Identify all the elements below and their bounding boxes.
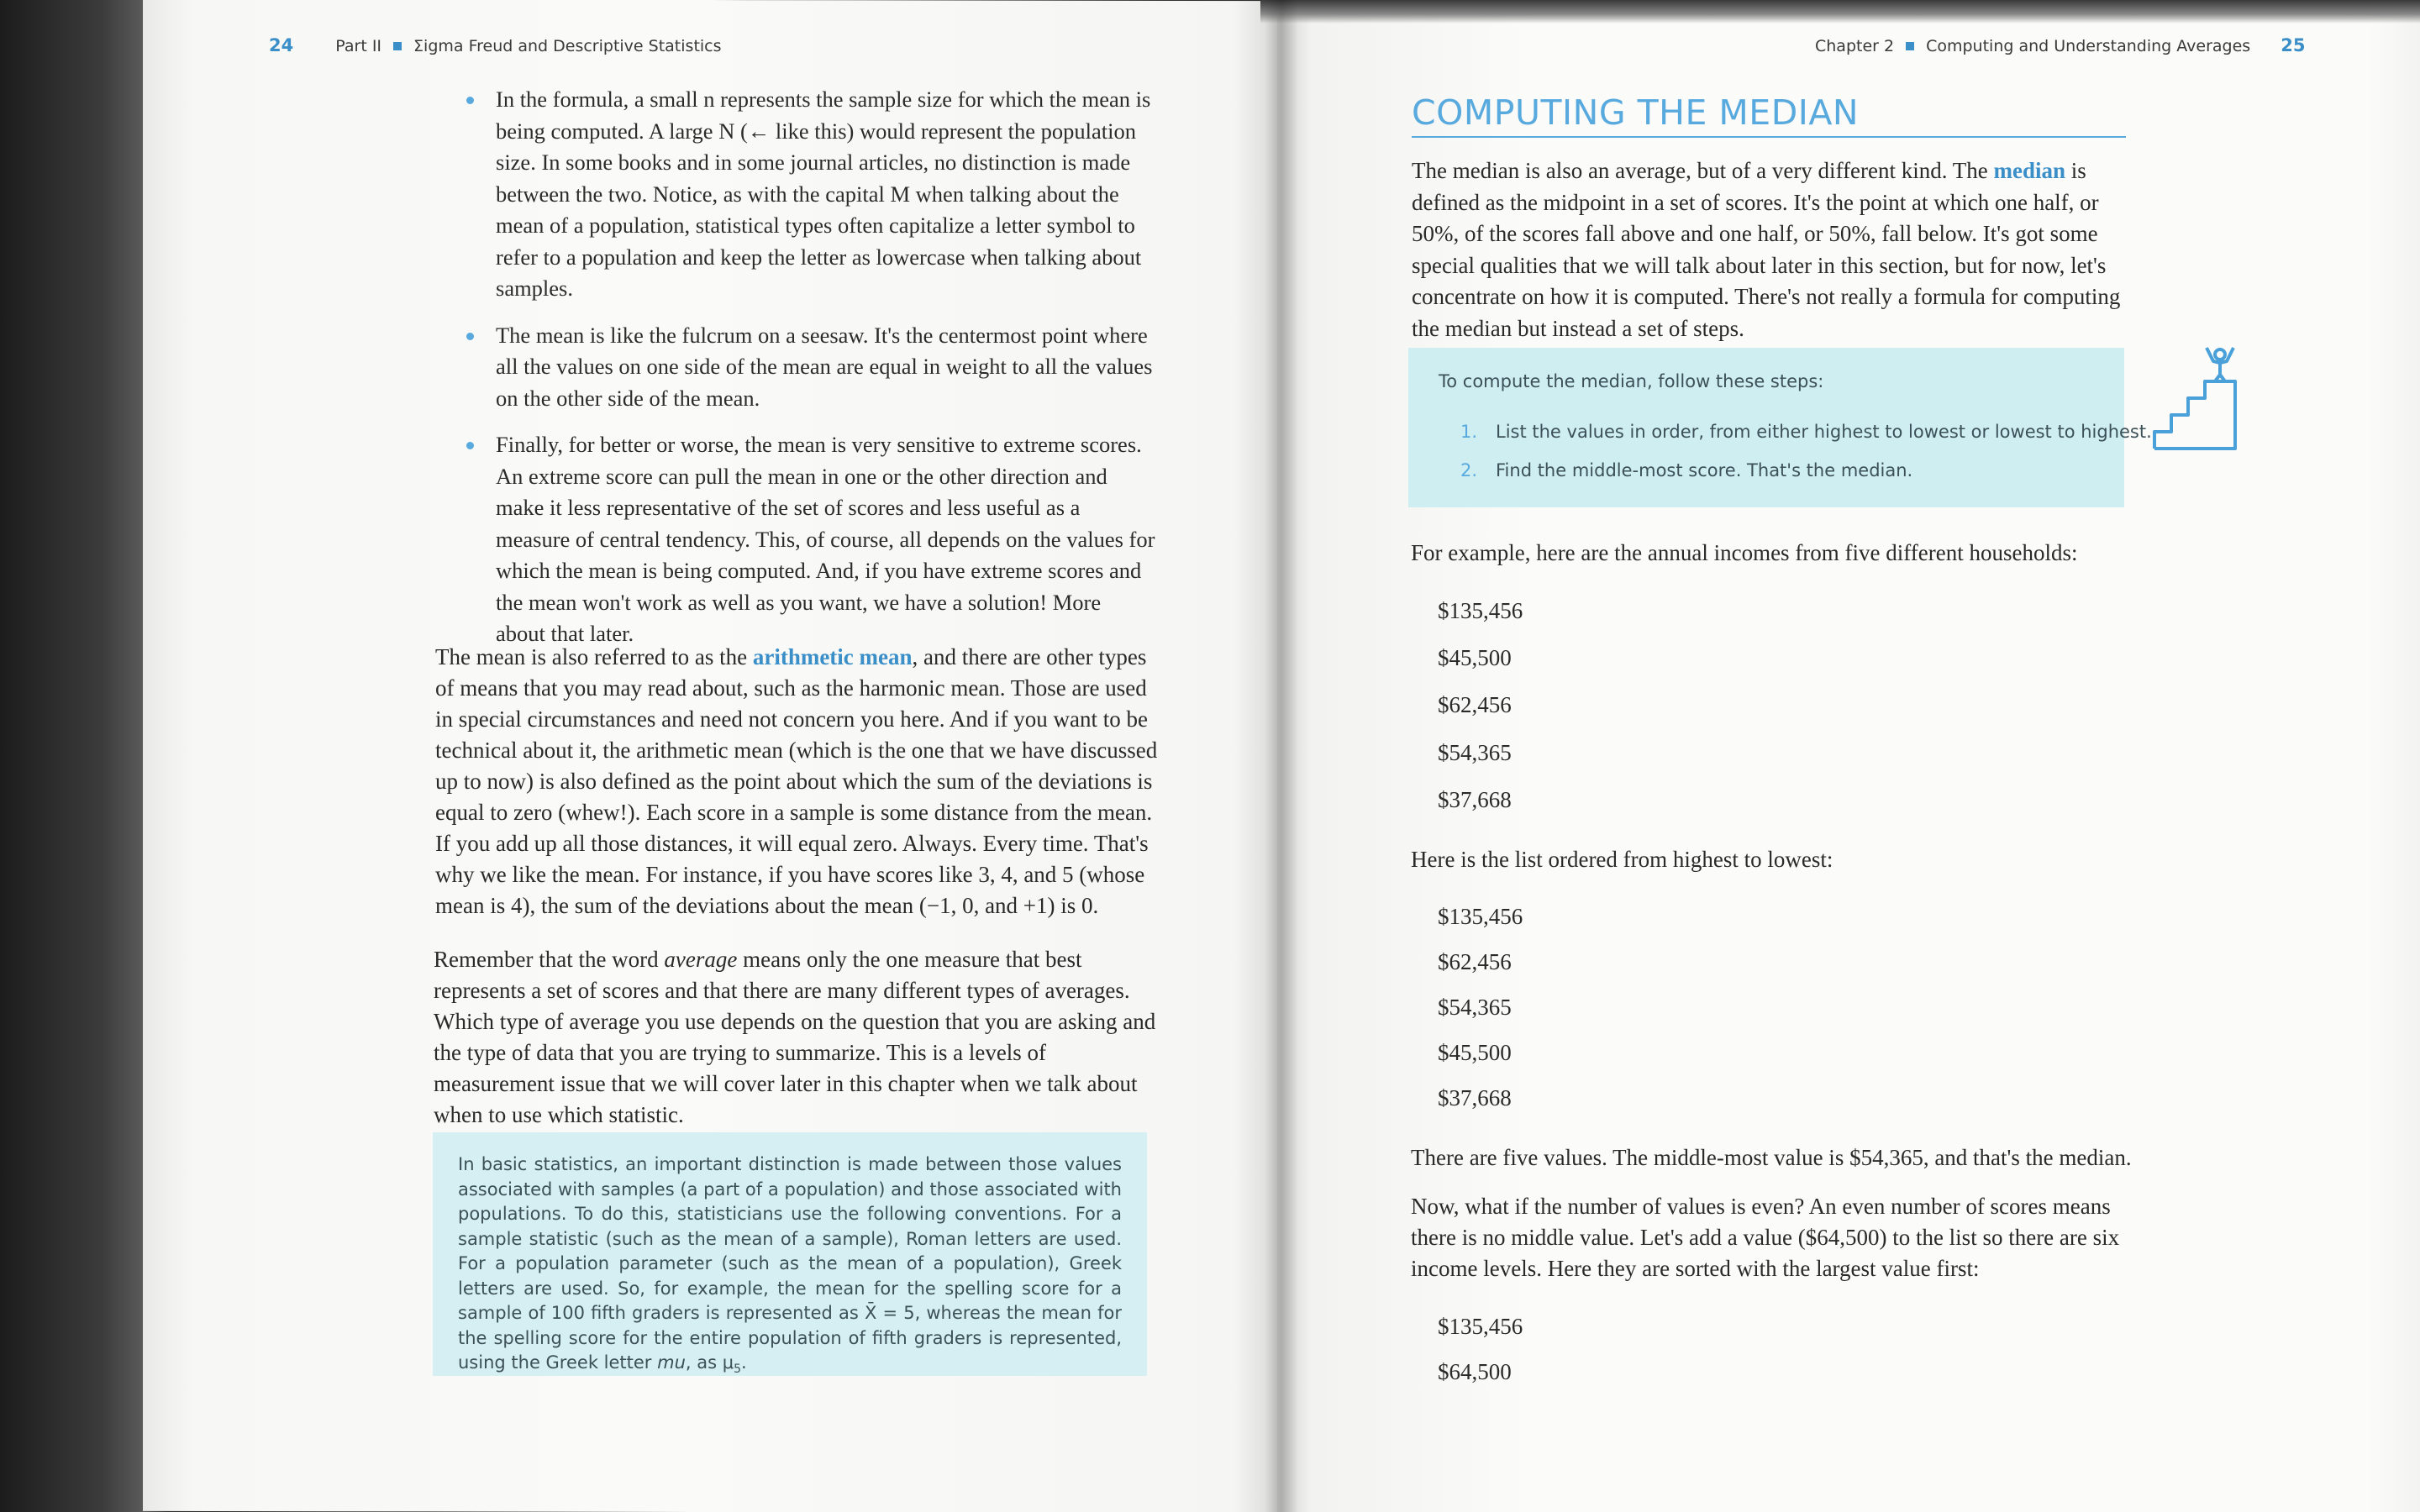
ordered-value: $135,456: [1438, 904, 1523, 929]
left-page-number: 24: [269, 35, 294, 55]
arithmetic-mean-paragraph: The mean is also referred to as the arithmetic mean, and there are other types of means that you may read about, such as the harmonic mean. Those are used in special circumstances and need not concern you here. And if you want to be technical about it, the arithmetic mean (which is the one that we have discussed up to now) is also defined as the point about which the sum of the deviations is equal to zero (whew!). Each score in a sample is some distance from the mean. If you add up all those distances, it will equal zero. Always. Every time. That's why we like the mean. For instance, if you have scores like 3, 4, and 5 (whose mean is 4), the sum of the deviations about the mean (−1, 0, and +1) is 0.: [435, 644, 1158, 918]
book-spine: [1265, 0, 1298, 1512]
section-heading: COMPUTING THE MEDIAN: [1412, 92, 2126, 138]
bullet-list: [466, 84, 1155, 665]
income-value: $45,500: [1438, 645, 1512, 670]
key-term: median: [1993, 158, 2066, 183]
square-bullet-icon: [1906, 42, 1914, 50]
six-sorted-value: $135,456: [1438, 1314, 1523, 1339]
chapter-title: Computing and Understanding Averages: [1926, 37, 2251, 55]
even-values-paragraph: Now, what if the number of values is even? An even number of scores means there is no middle value. Let's add a value ($64,500) to the list so there are six income levels. Here they are sorted with the largest value first:: [1411, 1194, 2120, 1281]
note-box: In basic statistics, an important distinction is made between those values associated with samples (a part of a population) and those associated with populations. To do this, statisticians use the following conventions. For a sample statistic (such as the mean of a sample), Roman letters are used. For a population parameter (such as the mean of a population), Greek letters are used. So, for example, the mean for the spelling score for a sample of 100 fifth graders is represented as X̄ = 5, whereas the mean for the spelling score for the entire population of fifth graders is represented, using the Greek letter mu, as $\mu_5$.: [433, 1132, 1147, 1376]
page-top-shadow: [1260, 0, 2420, 24]
average-paragraph: Remember that the word average means only the one measure that best represents a set of scores and that there are many different types of averages. Which type of average you use depends on the question that you are asking and the type of data that you are trying to summarize. This is a levels of measurement issue that we will cover later in this chapter when we talk about when to use which statistic.: [434, 947, 1156, 1127]
step-item: 2. Find the middle-most score. That's the median.: [1460, 460, 1913, 480]
ordered-value: $54,365: [1438, 995, 1512, 1020]
stairs-achievement-icon: [2151, 344, 2238, 454]
step-item: 1. List the values in order, from either highest to lowest or lowest to highest.: [1460, 422, 2152, 442]
key-term: arithmetic mean: [752, 644, 913, 669]
square-bullet-icon: [393, 42, 402, 50]
ordered-value: $37,668: [1438, 1085, 1512, 1110]
income-value: $37,668: [1438, 787, 1512, 812]
part-title: Σigma Freud and Descriptive Statistics: [413, 37, 722, 55]
chapter-label: Chapter 2: [1815, 37, 1895, 55]
income-value: $62,456: [1438, 692, 1512, 717]
steps-box: [1408, 348, 2152, 507]
steps-intro: To compute the median, follow these steps:: [1439, 371, 1824, 391]
five-values-paragraph: There are five values. The middle-most value is $54,365, and that's the median.: [1411, 1145, 2132, 1170]
bullet-item: In the formula, a small n represents the sample size for which the mean is being computed. A large N (← like this) would represent the population size. In some books and in some journal articles, no distinction is made between the two. Notice, as with the capital M when talking about the mean of a population, statistical types often capitalize a letter symbol to refer to a population and keep the letter as lowercase when talking about samples.: [466, 84, 1155, 305]
ordered-value: $45,500: [1438, 1040, 1512, 1065]
ordered-value: $62,456: [1438, 949, 1512, 974]
bullet-item: The mean is like the fulcrum on a seesaw. It's the centermost point where all the values on one side of the mean are equal in weight to all the values on the other side of the mean.: [466, 320, 1155, 415]
income-value: $135,456: [1438, 598, 1523, 623]
example-intro: For example, here are the annual incomes from five different households:: [1411, 540, 2078, 565]
income-value: $54,365: [1438, 740, 1512, 765]
six-sorted-value: $64,500: [1438, 1359, 1512, 1384]
right-running-head: [1815, 35, 2305, 55]
left-running-head: [269, 35, 722, 55]
ordered-intro: Here is the list ordered from highest to lowest:: [1411, 847, 1833, 872]
part-label: Part II: [335, 37, 382, 55]
median-intro-paragraph: The median is also an average, but of a very different kind. The median is defined as the midpoint in a set of scores. It's the point at which one half, or 50%, of the scores fall above and one half, or 50%, fall below. It's got some special qualities that we will talk about later in this section, but for now, let's concentrate on how it is computed. There's not really a formula for computing the median but instead a set of steps.: [1412, 158, 2121, 341]
bullet-item: Finally, for better or worse, the mean is very sensitive to extreme scores. An extreme score can pull the mean in one or the other direction and make it less representative of the set of scores and less useful as a measure of central tendency. This, of course, all depends on the values for which the mean is being computed. And, if you have extreme scores and the mean won't work as well as you want, we have a solution! More about that later.: [466, 429, 1155, 650]
right-page-number: 25: [2281, 35, 2306, 55]
